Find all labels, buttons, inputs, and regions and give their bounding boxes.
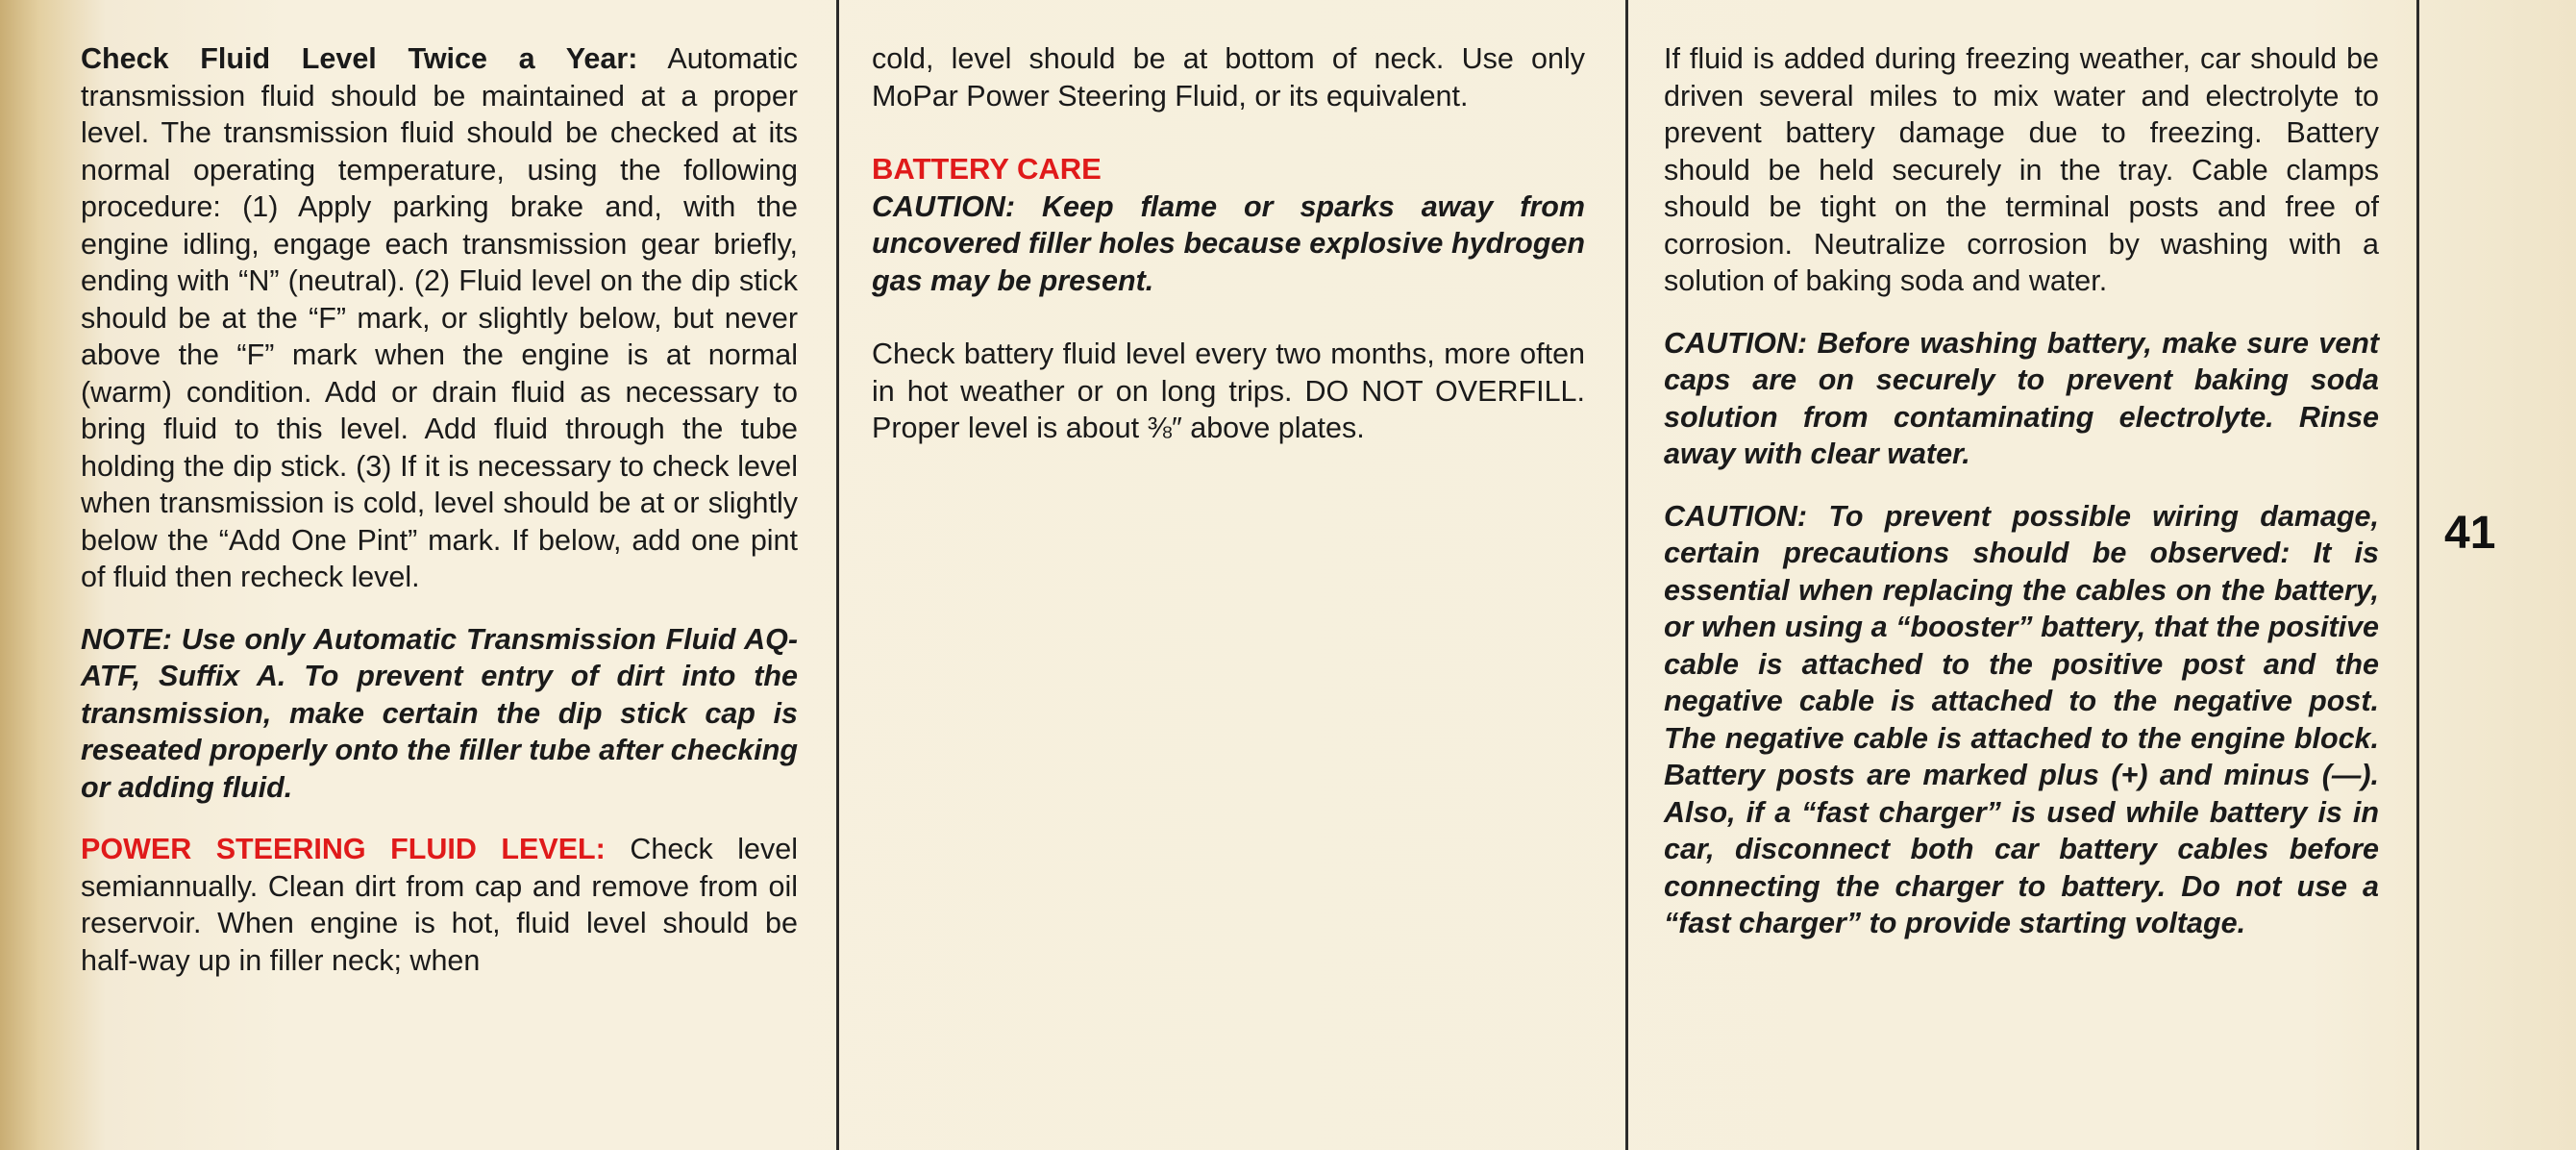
battery-flame-caution: CAUTION: Keep flame or sparks away from uncovered filler holes because explosive hydrogen gas may be present. — [872, 189, 1585, 297]
column-1 — [81, 40, 798, 979]
column-2 — [872, 40, 1585, 447]
column-divider-left — [836, 0, 839, 1150]
transmission-lead: Check Fluid Level Twice a Year: — [81, 42, 638, 75]
column-divider-middle — [1625, 0, 1628, 1150]
battery-fluid-paragraph: Check battery fluid level every two months, more often in hot weather or on long trips. DO NOT OVERFILL. Proper level is about ⅜″ above plates. — [872, 338, 1585, 444]
power-steering-body: Check level semiannually. Clean dirt from cap and remove from oil reservoir. When engine is hot, fluid level should be half-way up in filler neck; when — [81, 833, 799, 977]
column-3 — [1664, 40, 2379, 942]
transmission-paragraph — [81, 40, 798, 596]
column-divider-right — [2416, 0, 2419, 1150]
power-steering-heading: POWER STEERING FLUID LEVEL: — [81, 833, 606, 865]
page-number: 41 — [2444, 508, 2496, 559]
transmission-fluid-note: NOTE: Use only Automatic Transmission Fluid AQ-ATF, Suffix A. To prevent entry of dirt into the transmission, make certain the dip stick cap is reseated properly onto the filler tube after checking or adding fluid. — [81, 622, 798, 804]
freezing-weather-paragraph: If fluid is added during freezing weather, car should be driven several miles to mix water and electrolyte to prevent battery damage due to freezing. Battery should be held securely in the tray. Cable clamps should be tight on the terminal posts and free of corrosion. Neutralize corrosion by washing with a solution of baking soda and water. — [1664, 42, 2379, 297]
power-steering-continuation: cold, level should be at bottom of neck. Use only MoPar Power Steering Fluid, or its equivalent. — [872, 42, 1585, 112]
battery-care-heading: BATTERY CARE — [872, 152, 1102, 186]
washing-caution: CAUTION: Before washing battery, make sure vent caps are on securely to prevent baking soda solution from contaminating electrolyte. Rinse away with clear water. — [1664, 326, 2379, 470]
transmission-body: Automatic transmission fluid should be maintained at a proper level. The transmission fluid should be checked at its normal operating temperature, using the following procedure: (1) Apply parking brake and, with the engine idling, engage each transmission gear briefly, ending with “N” (neutral). (2) Fluid level on the dip stick should be at the “F” mark, or slightly below, but never above the “F” mark when the engine is at normal (warm) condition. Add or drain fluid as necessary to bring fluid to this level. Add fluid through the tube holding the dip stick. (3) If it is necessary to check level when transmission is cold, level should be at or slightly below the “Add One Pint” mark. If below, add one pint of fluid then recheck level. — [81, 42, 798, 593]
power-steering-paragraph — [81, 831, 798, 979]
wiring-caution: CAUTION: To prevent possible wiring damage, certain precautions should be observed: It is essential when replacing the cables on the battery, or when using a “booster” battery, that the positive cable is attached to the positive post and the negative cable is attached to the negative post. The negative cable is attached to the engine block. Battery posts are marked plus (+) and minus (—). Also, if a “fast charger” is used while battery is in car, disconnect both car battery cables before connecting the charger to battery. Do not use a “fast charger” to provide starting voltage. — [1664, 499, 2379, 939]
